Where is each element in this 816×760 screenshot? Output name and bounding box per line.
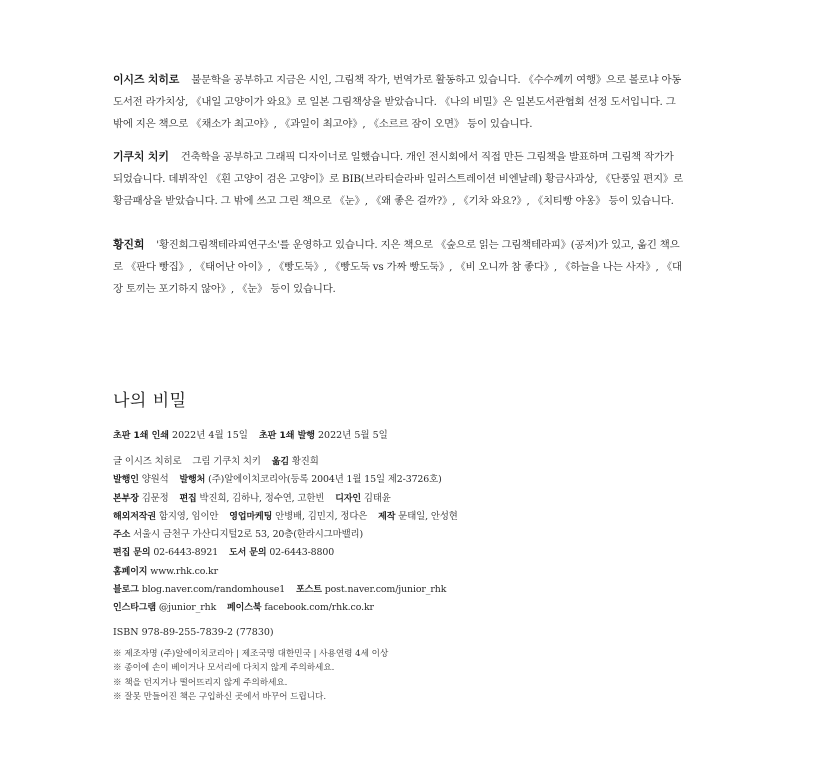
instagram: @junior_rhk [158, 602, 217, 614]
translator-name: 황진희 [113, 238, 145, 251]
homepage: www.rhk.co.kr [150, 565, 218, 577]
notice-item: ※ 책을 던지거나 떨어뜨리지 않게 주의하세요. [113, 677, 288, 688]
notice-item: ※ 제조자명 (주)알에이치코리아 | 제조국명 대한민국 | 사용연령 4세 이상 [113, 648, 389, 659]
blog: blog.naver.com/randomhouse1 [141, 584, 286, 596]
translator-label: 옮김 [271, 457, 289, 467]
colophon [113, 386, 713, 705]
contact-line [113, 544, 713, 562]
first-publish-date: 2022년 5월 5일 [317, 430, 388, 441]
address-label: 주소 [113, 530, 131, 541]
first-print-date: 2022년 4월 15일 [172, 430, 248, 441]
book-contact: 02-6443-8800 [269, 547, 335, 559]
illustrator-label: 그림 [192, 456, 211, 467]
publisher: (주)알에이치코리아(등록 2004년 1월 15일 제2-3726호) [208, 474, 442, 486]
production-label: 제작 [378, 511, 396, 522]
writer: 이시즈 치히로 [124, 456, 182, 467]
homepage-label: 홈페이지 [113, 566, 148, 577]
publisher-label: 발행처 [179, 475, 206, 486]
illustrator-name: 기쿠치 치키 [113, 150, 169, 163]
rights-label: 해외저작권 [113, 511, 156, 522]
instagram-label: 인스타그램 [113, 603, 156, 614]
illustrator: 기쿠치 치키 [213, 456, 261, 467]
first-print-label: 초판 1쇄 인쇄 [113, 431, 169, 441]
book-title: 나의 비밀 [113, 391, 187, 411]
design-label: 디자인 [335, 493, 361, 504]
marketing-label: 영업마케팅 [229, 511, 273, 522]
blog-line [113, 581, 713, 599]
publisher-person-label: 발행인 [113, 475, 139, 486]
post: post.naver.com/junior_rhk [324, 584, 447, 596]
editor-label: 편집 [179, 493, 197, 504]
author-bio [113, 69, 685, 135]
editorial-line [113, 490, 713, 508]
illustrator-bio [113, 146, 685, 212]
address-line [113, 526, 713, 544]
notice-item: ※ 잘못 만들어진 책은 구입하신 곳에서 바꾸어 드립니다. [113, 692, 327, 703]
rights-marketing-line [113, 508, 713, 526]
notices [113, 647, 713, 705]
credits-line [113, 453, 713, 471]
production: 문태일, 안성현 [398, 510, 458, 522]
book-contact-label: 도서 문의 [229, 548, 267, 559]
rights: 함지영, 임이안 [158, 510, 219, 522]
translator-bio-text: '황진희그림책테라피연구소'를 운영하고 있습니다. 지은 책으로 《숲으로 읽는 그림책테라피》(공저)가 있고, 옮긴 책으로 《판다 빵집》, 《태어난 아이》, 《빵도둑》, 《빵도둑 vs 가짜 빵도둑》, 《비 오니까 참 좋다》, 《하늘을 나는 사자》, 《대장 토끼는 포기하지 않아》, 《눈》 등이 있습니다. [113, 239, 682, 295]
illustrator-bio-text: 건축학을 공부하고 그래픽 디자이너로 일했습니다. 개인 전시회에서 직접 만든 그림책을 발표하며 그림책 작가가 되었습니다. 데뷔작인 《흰 고양이 검은 고양이》로 BIB(브라티슬라바 일러스트레이션 비엔날레) 황금사과상, 《단풍잎 편지》로 황금패상을 받았습니다. 그 밖에 쓰고 그린 책으로 《눈》, 《왜 좋은 걸까?》, 《기차 와요?》, 《치티빵 야옹》 등이 있습니다. [113, 151, 683, 207]
translator: 황진희 [291, 456, 319, 467]
marketing: 안병배, 김민지, 정다은 [275, 510, 368, 522]
isbn: ISBN 978-89-255-7839-2 (77830) [113, 626, 274, 638]
editors: 박진희, 김하나, 정수연, 고한빈 [199, 492, 325, 504]
editorial-head-label: 본부장 [113, 493, 139, 504]
address: 서울시 금천구 가산디지털2로 53, 20층(한라시그마밸리) [133, 529, 364, 541]
edit-contact: 02-6443-8921 [153, 547, 219, 559]
publisher-line [113, 471, 713, 489]
blog-label: 블로그 [113, 585, 139, 596]
author-name: 이시즈 치히로 [113, 73, 180, 86]
post-label: 포스트 [296, 585, 322, 596]
edit-contact-label: 편집 문의 [113, 548, 151, 559]
writer-label: 글 [113, 456, 122, 467]
facebook-label: 페이스북 [227, 603, 262, 614]
publisher-person: 양원석 [141, 474, 169, 486]
social-line [113, 599, 713, 617]
designer: 김태윤 [363, 492, 391, 504]
homepage-line [113, 563, 713, 581]
print-dates [113, 427, 713, 441]
translator-bio [113, 234, 685, 300]
editorial-head: 김문정 [141, 492, 169, 504]
notice-item: ※ 종이에 손이 베이거나 모서리에 다치지 않게 주의하세요. [113, 663, 335, 674]
first-publish-label: 초판 1쇄 발행 [258, 431, 315, 441]
facebook: facebook.com/rhk.co.kr [264, 602, 374, 614]
author-bio-text: 불문학을 공부하고 지금은 시인, 그림책 작가, 번역가로 활동하고 있습니다. 《수수께끼 여행》으로 볼로냐 아동도서전 라가치상, 《내일 고양이가 와요》로 일본 그림책상을 받았습니다. 《나의 비밀》은 일본도서관협회 선정 도서입니다. 그 밖에 지은 책으로 《채소가 최고야》, 《과일이 최고야》, 《소르르 잠이 오면》 등이 있습니다. [113, 74, 682, 130]
